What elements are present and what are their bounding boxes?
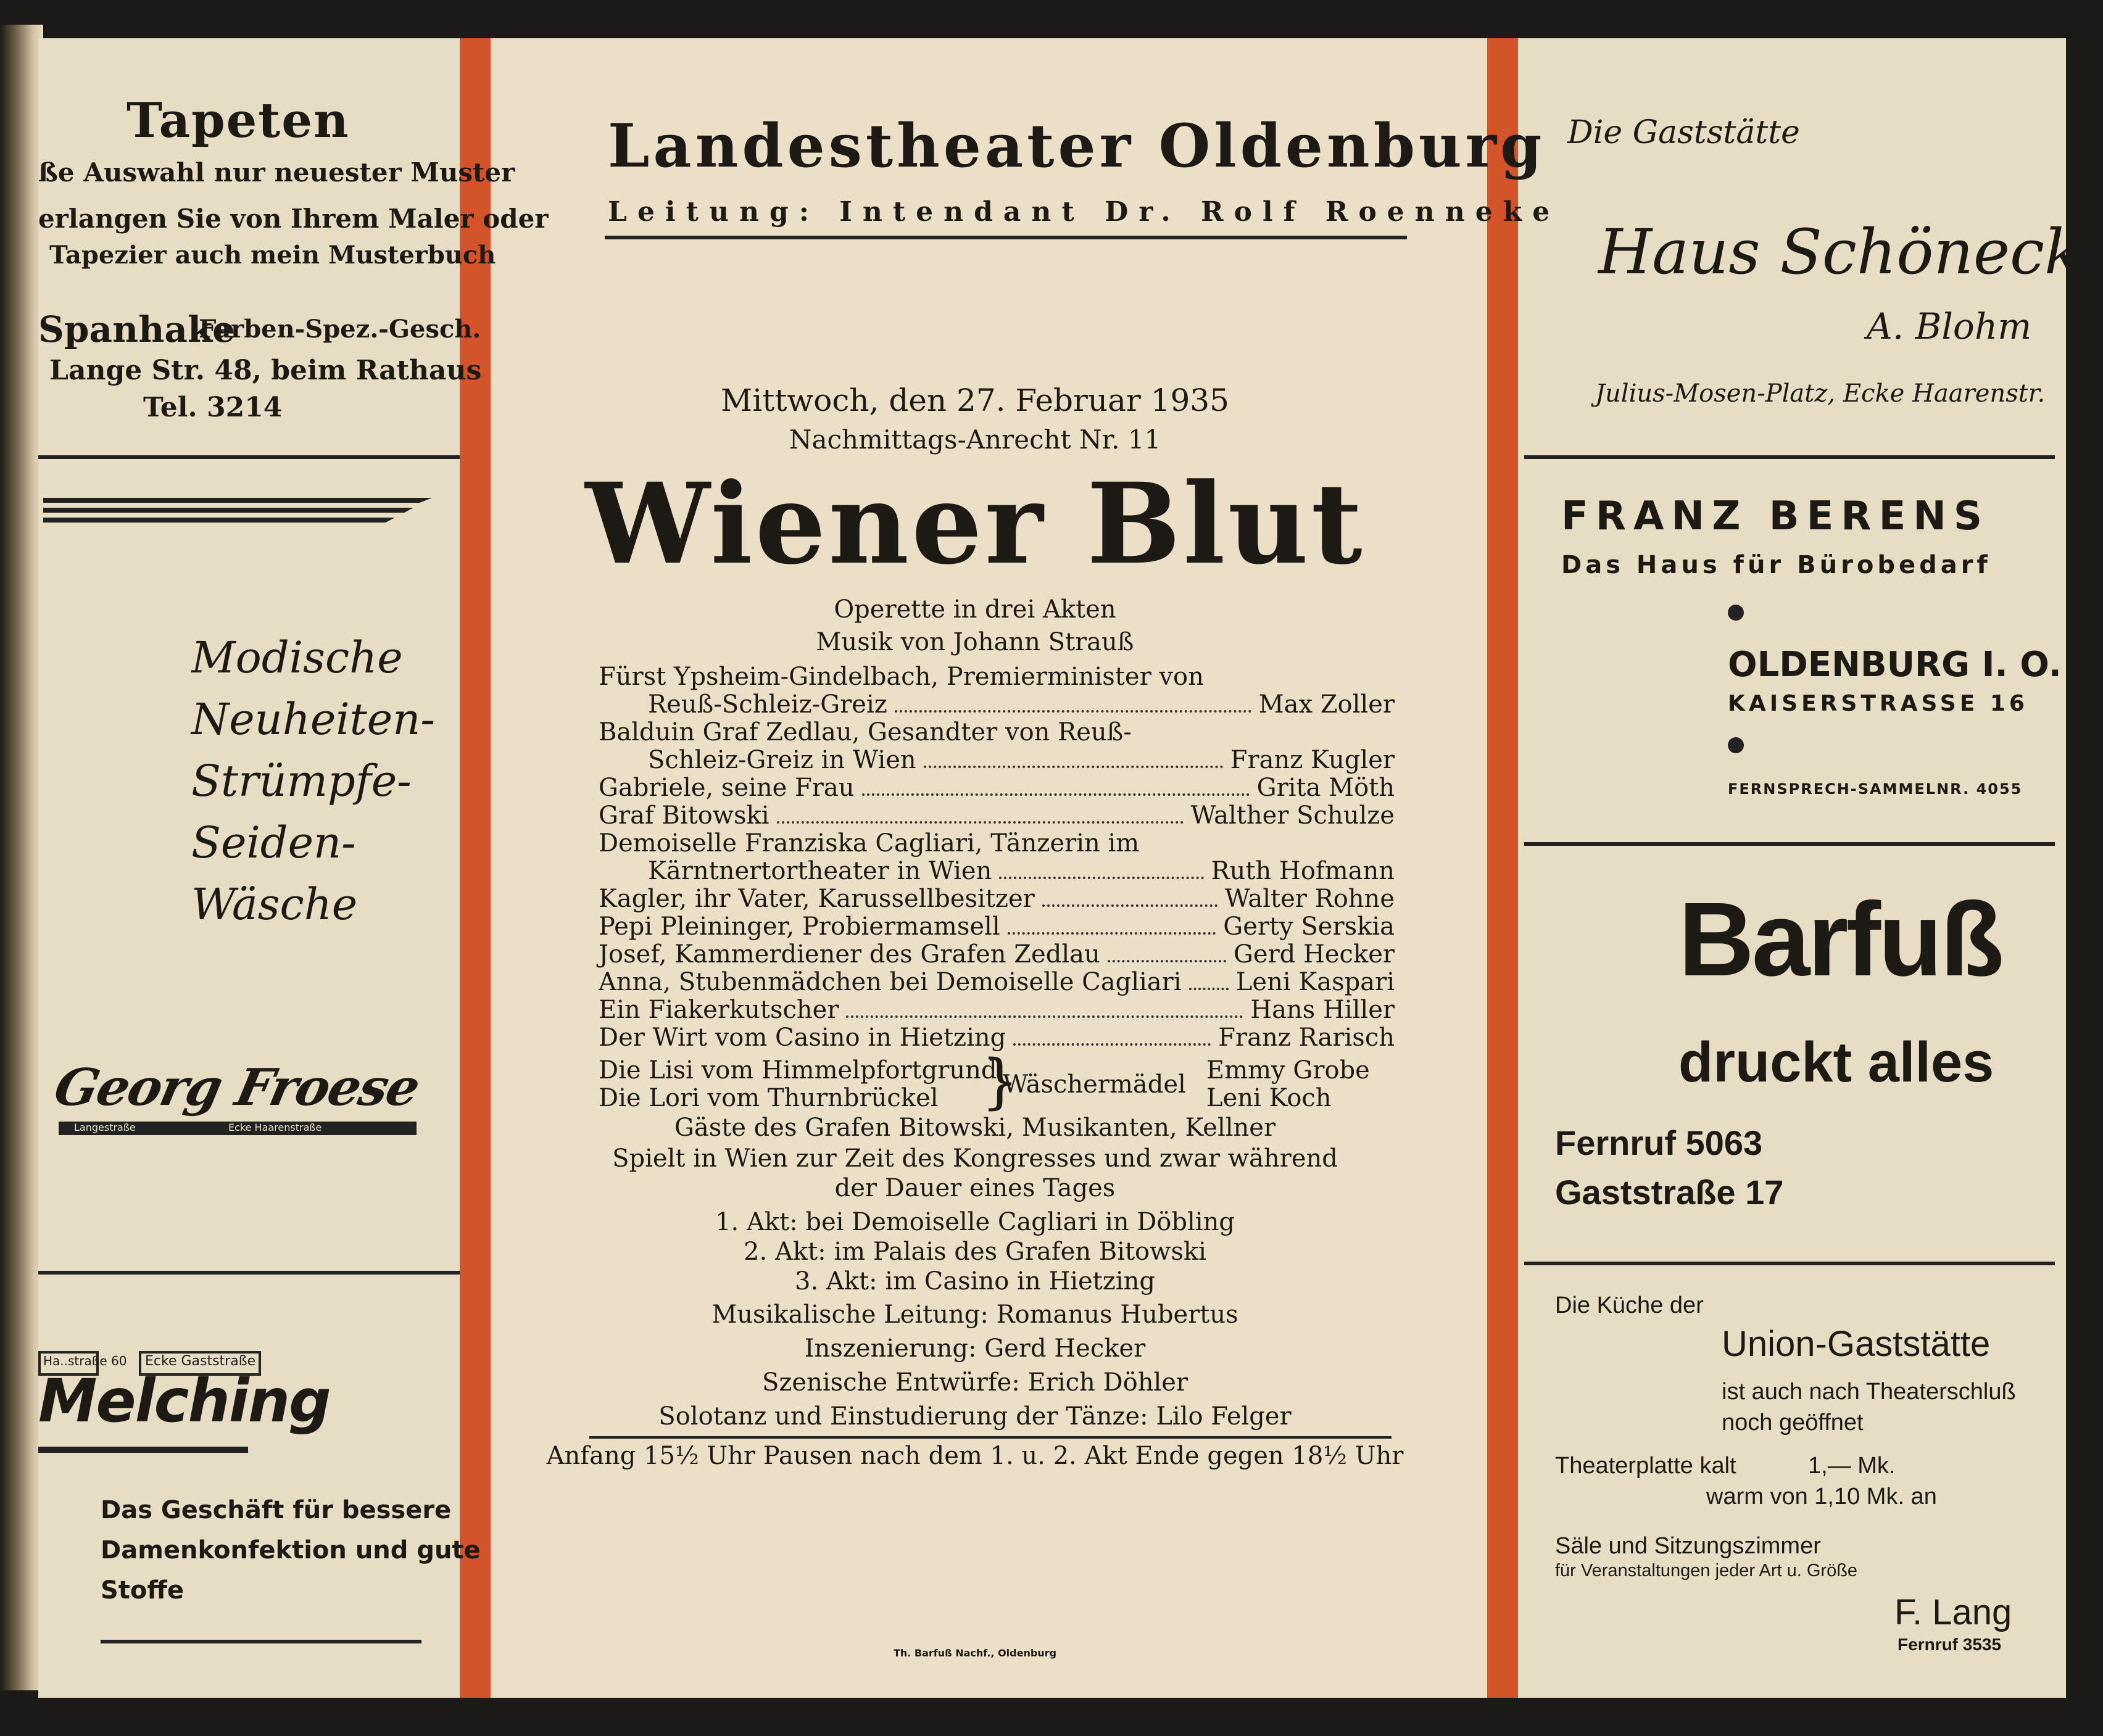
credit: Solotanz und Einstudierung der Tänze: Lilo Felger xyxy=(658,1402,1292,1431)
union-line: ist auch nach Theaterschluß xyxy=(1722,1379,2016,1405)
cast-list xyxy=(599,663,1395,1052)
cast-role: Die Lisi vom Himmelpfortgrund xyxy=(599,1056,997,1085)
cast-row: Anna, Stubenmädchen bei Demoiselle Cagliari Leni Kaspari xyxy=(599,968,1395,996)
printer-imprint: Th. Barfuß Nachf., Oldenburg xyxy=(893,1647,1057,1659)
book-spine xyxy=(0,25,43,1690)
cast-actor: Emmy Grobe xyxy=(1206,1056,1370,1085)
logo-underline xyxy=(38,1447,248,1453)
berens-name: FRANZ BERENS xyxy=(1561,494,1989,539)
modische-line: Neuheiten- xyxy=(191,694,435,745)
red-stripe-left xyxy=(460,38,491,1698)
union-line: noch geöffnet xyxy=(1722,1410,1864,1436)
composer: Musik von Johann Strauß xyxy=(816,628,1134,656)
red-stripe-right xyxy=(1487,38,1518,1698)
play-title: Wiener Blut xyxy=(585,459,1365,589)
schoeneck-address: Julius-Mosen-Platz, Ecke Haarenstr. xyxy=(1595,379,2046,408)
schoeneck-intro: Die Gaststätte xyxy=(1567,114,1800,151)
tapeten-firm-suffix: Farben-Spez.-Gesch. xyxy=(199,315,481,344)
melching-line: Das Geschäft für bessere xyxy=(101,1496,452,1524)
cast-row: Reuß-Schleiz-Greiz Max Zoller xyxy=(648,690,1395,719)
union-owner: F. Lang xyxy=(1894,1592,2012,1632)
melching-line: Stoffe xyxy=(101,1576,184,1605)
act: 1. Akt: bei Demoiselle Cagliari in Döbling xyxy=(715,1208,1235,1236)
logo-sub: Langestraße xyxy=(74,1122,136,1133)
cast-group: Wäschermädel xyxy=(1003,1070,1186,1099)
union-halls: Säle und Sitzungszimmer xyxy=(1555,1533,1821,1559)
tapeten-title: Tapeten xyxy=(127,93,350,149)
union-name: Union-Gaststätte xyxy=(1722,1324,1991,1364)
theater-name: Landestheater Oldenburg xyxy=(608,111,1546,181)
cast-actor: Leni Koch xyxy=(1206,1084,1332,1112)
act: 2. Akt: im Palais des Grafen Bitowski xyxy=(744,1238,1206,1266)
modische-line: Seiden- xyxy=(191,817,356,868)
performance-date: Mittwoch, den 27. Februar 1935 xyxy=(721,382,1229,418)
tapeten-line: erlangen Sie von Ihrem Maler oder xyxy=(38,204,549,234)
cast-row: Gabriele, seine Frau Grita Möth xyxy=(599,774,1395,802)
act: 3. Akt: im Casino in Hietzing xyxy=(795,1267,1155,1296)
union-halls-sub: für Veranstaltungen jeder Art u. Größe xyxy=(1555,1561,1858,1581)
union-intro: Die Küche der xyxy=(1555,1292,1704,1318)
melching-line: Damenkonfektion und gute xyxy=(101,1536,481,1564)
cast-row: Fürst Ypsheim-Gindelbach, Premierminister von xyxy=(599,663,1204,691)
cast-row: Pepi Pleininger, Probiermamsell Gerty Serskia xyxy=(599,912,1395,941)
cast-row: Josef, Kammerdiener des Grafen Zedlau Gerd Hecker xyxy=(599,940,1395,969)
melching-logo: Melching xyxy=(38,1366,330,1436)
union-plate-cold: Theaterplatte kalt xyxy=(1555,1453,1736,1479)
cast-row: Kagler, ihr Vater, Karussellbesitzer Walter Rohne xyxy=(599,885,1395,913)
genre: Operette in drei Akten xyxy=(834,595,1116,624)
union-price-cold: 1,— Mk. xyxy=(1808,1453,1896,1479)
union-phone: Fernruf 3535 xyxy=(1898,1635,2002,1654)
bullet-dot xyxy=(1728,737,1744,753)
subscription: Nachmittags-Anrecht Nr. 11 xyxy=(789,424,1161,455)
credit: Szenische Entwürfe: Erich Döhler xyxy=(761,1368,1188,1397)
tapeten-line: Tapezier auch mein Musterbuch xyxy=(49,241,496,270)
bullet-dot xyxy=(1728,605,1744,621)
melching-tag-left: Ha..straße 60 xyxy=(43,1354,127,1368)
cast-row: Demoiselle Franziska Cagliari, Tänzerin im xyxy=(599,829,1140,858)
barfuss-slogan: druckt alles xyxy=(1678,1031,1994,1094)
divider xyxy=(101,1640,421,1643)
guests: Gäste des Grafen Bitowski, Musikanten, Kellner xyxy=(674,1114,1276,1142)
times-rule xyxy=(589,1436,1392,1439)
header-rule xyxy=(605,236,1407,239)
modische-line: Wäsche xyxy=(191,879,358,930)
melching-tag-right: Ecke Gaststraße xyxy=(145,1354,256,1369)
barfuss-name: Barfuß xyxy=(1678,881,2002,998)
tapeten-address: Lange Str. 48, beim Rathaus xyxy=(49,355,482,386)
brace: } xyxy=(981,1047,1019,1116)
tapeten-phone: Tel. 3214 xyxy=(143,392,283,423)
berens-city: OLDENBURG I. O. xyxy=(1728,645,2062,685)
berens-street: KAISERSTRASSE 16 xyxy=(1728,691,2028,716)
cast-row: Ein Fiakerkutscher Hans Hiller xyxy=(599,996,1395,1024)
cast-row: Schleiz-Greiz in Wien Franz Kugler xyxy=(648,746,1395,774)
berens-slogan: Das Haus für Bürobedarf xyxy=(1561,551,1991,579)
schoeneck-name: Haus Schöneck xyxy=(1598,216,2082,288)
divider xyxy=(1524,1262,2055,1265)
stripes-graphic xyxy=(43,490,432,527)
divider xyxy=(38,455,460,459)
divider xyxy=(1524,455,2055,459)
barfuss-phone: Fernruf 5063 xyxy=(1555,1123,1763,1162)
cast-row: Balduin Graf Zedlau, Gesandter von Reuß- xyxy=(599,718,1132,746)
cast-role: Die Lori vom Thurnbrückel xyxy=(599,1084,939,1112)
cast-row: Kärntnertortheater in Wien Ruth Hofmann xyxy=(648,857,1395,885)
modische-line: Strümpfe- xyxy=(191,756,412,806)
setting: Spielt in Wien zur Zeit des Kongresses und zwar während xyxy=(612,1144,1338,1173)
divider xyxy=(1524,842,2055,846)
berens-phone: FERNSPRECH-SAMMELNR. 4055 xyxy=(1728,780,2023,798)
barfuss-address: Gaststraße 17 xyxy=(1555,1173,1784,1212)
tapeten-firm: Spanhake xyxy=(38,308,236,350)
modische-line: Modische xyxy=(191,632,403,683)
cast-row: Graf Bitowski Walther Schulze xyxy=(599,801,1395,830)
tapeten-line: ße Auswahl nur neuester Muster xyxy=(38,157,515,188)
credit: Musikalische Leitung: Romanus Hubertus xyxy=(711,1300,1238,1329)
divider xyxy=(38,1271,460,1275)
setting: der Dauer eines Tages xyxy=(834,1174,1116,1202)
schoeneck-owner: A. Blohm xyxy=(1867,305,2032,347)
performance-times: Anfang 15½ Uhr Pausen nach dem 1. u. 2. Akt Ende gegen 18½ Uhr xyxy=(546,1442,1404,1470)
credit: Inszenierung: Gerd Hecker xyxy=(804,1334,1146,1363)
cast-row: Der Wirt vom Casino in Hietzing Franz Rarisch xyxy=(599,1023,1395,1052)
union-plate-warm: warm von 1,10 Mk. an xyxy=(1706,1484,1937,1510)
logo-sub: Ecke Haarenstraße xyxy=(228,1122,322,1133)
theater-direction: Leitung: Intendant Dr. Rolf Roenneke xyxy=(608,196,1561,228)
georg-froese-logo: Georg Froese xyxy=(49,1058,425,1117)
